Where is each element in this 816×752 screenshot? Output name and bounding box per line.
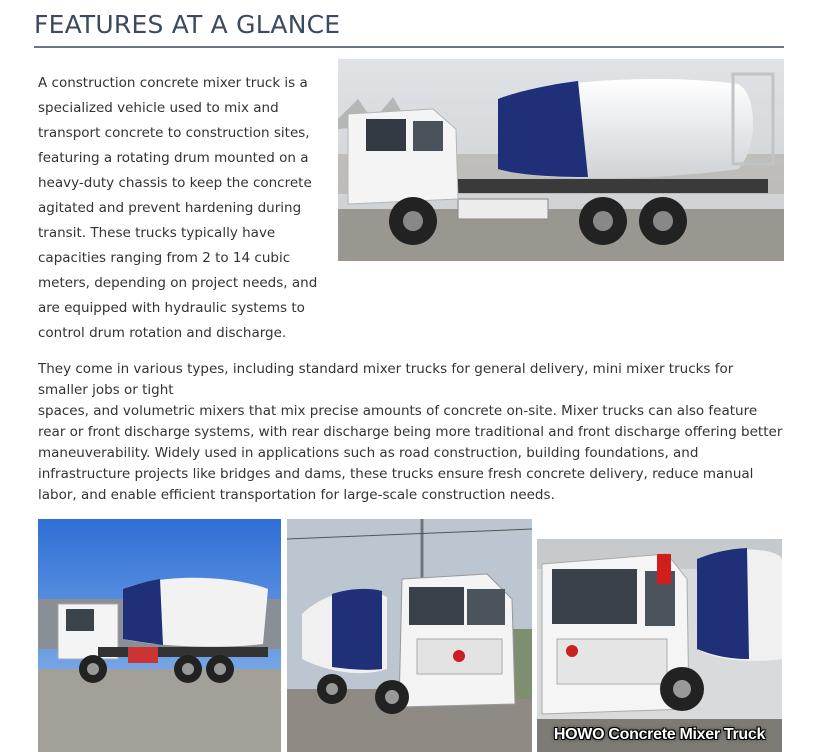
main-truck-photo xyxy=(338,59,784,261)
gallery-photo-side-view xyxy=(38,519,281,752)
section-heading: FEATURES AT A GLANCE xyxy=(34,10,341,39)
mixer-truck-side-image xyxy=(338,59,784,261)
body-text xyxy=(38,359,783,506)
body-paragraph-line-2: spaces, and volumetric mixers that mix precise amounts of concrete on-site. Mixer trucks can also feature rear or front discharge systems, with rear discharge being more traditional and front discharge offering better maneuverability. Widely used in applications such as road construction, building foundations, and infrastructure projects like bridges and dams, these trucks ensure fresh concrete delivery, reduce manual labor, and enable efficient transportation for large-scale construction needs. xyxy=(38,403,783,503)
photo-caption: HOWO Concrete Mixer Truck xyxy=(553,726,766,743)
mixer-truck-outdoor-image xyxy=(38,519,281,752)
body-paragraph-line-1: They come in various types, including standard mixer trucks for general delivery, mini mixer trucks for smaller jobs or tight xyxy=(38,361,734,398)
heading-divider xyxy=(34,46,784,48)
mixer-truck-front-image xyxy=(287,519,532,752)
gallery-photo-howo xyxy=(537,539,782,752)
gallery-photo-front-view xyxy=(287,519,532,752)
howo-mixer-truck-image xyxy=(537,539,782,752)
intro-paragraph: A construction concrete mixer truck is a specialized vehicle used to mix and transport concrete to construction sites, featuring a rotating drum mounted on a heavy-duty chassis to keep the concrete agitated and prevent hardening during transit. These trucks typically have capacities ranging from 2 to 14 cubic meters, depending on project needs, and are equipped with hydraulic systems to control drum rotation and discharge. xyxy=(38,75,318,341)
